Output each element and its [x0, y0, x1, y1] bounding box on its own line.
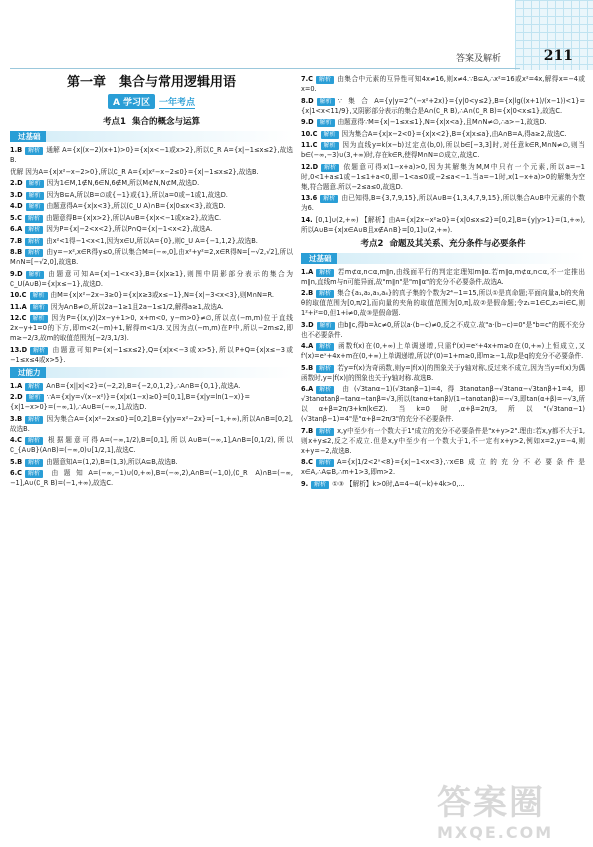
explanation-tag: 解析	[316, 343, 334, 351]
answer-text: 由题意得A={x|x<3},所以(∁_U A)∩B={x|0≤x<3},故选D.	[46, 202, 226, 210]
answer-text: x,y中至少有一个数大于1"成立的充分不必要条件是"x+y>2".理由:若x,y都不大于1,则x+y≤2,反之不成立.但是x,y中至少有一个数大于1,不一定有x+y>2,例如x=2,y=−4,则x+y=−2,故选B.	[301, 426, 585, 455]
answer-item	[10, 414, 293, 434]
answer-text: [0,1]∪(2,+∞) 【解析】由A={x|2x−x²≥0}={x|0≤x≤2}=[0,2],B={y|y>1}=(1,+∞),所以A∪B={x|x∈A∪B且x∉A∩B}=[0,1]∪(2,+∞).	[301, 215, 585, 234]
subsection-label: 过能力	[13, 367, 46, 378]
answer-text: ∵A={x|y=√(x−x²)}={x|x(1−x)≥0}=[0,1],B={x|y=ln(1−x)}={x|1−x>0}=(−∞,1),∴A∪B=(−∞,1],故选D.	[10, 393, 251, 411]
answer-item	[301, 457, 585, 477]
answer-text: 由M={x|x²−2x−3≥0}={x|x≥3或x≤−1},N={x|−3<x<3},则M∩N=R.	[50, 291, 274, 299]
answer-number: 3.D	[301, 320, 314, 329]
answer-number: 12.D	[301, 162, 319, 171]
answer-item	[10, 167, 293, 177]
subsection-bar	[301, 253, 585, 264]
answer-number: 11.A	[10, 302, 27, 311]
answer-list	[301, 267, 585, 489]
section-number: 考点1	[103, 117, 126, 127]
answer-item	[301, 215, 585, 235]
answer-number: 2.D	[10, 393, 23, 401]
explanation-tag: 解析	[25, 459, 43, 467]
answer-text: 因为P={(x,y)|2x−y+1>0, x+m<0, y−m>0}≠∅,所以点(−m,m)位于直线2x−y+1=0的下方,即m<2(−m)+1,解得m<1/3.又因为点(−m,m)在P中,所以−2m≤2,即m≥−2/3,故m的取值范围为[−2/3,1/3).	[10, 314, 293, 342]
chapter-title: 第一章 集合与常用逻辑用语	[66, 75, 236, 90]
answer-number: 4.A	[301, 342, 314, 350]
answer-item	[301, 140, 585, 160]
answer-text: 因为B⊆A,所以B=∅或{−1}或{1},所以a=0或−1或1,故选D.	[46, 190, 228, 199]
answer-text: 因为A∩B≠∅,所以2a−1≥1且2a−1≤1/2,解得a≥1,故选A.	[50, 302, 224, 311]
explanation-tag: 解析	[25, 249, 43, 257]
subsection-bar	[10, 131, 293, 142]
answer-item	[301, 96, 585, 116]
explanation-tag: 解析	[25, 215, 43, 223]
subsection-label: 过基础	[304, 253, 337, 264]
answer-number: 6.A	[10, 225, 23, 233]
answer-item	[301, 193, 585, 213]
answer-number: 7.B	[10, 236, 23, 245]
explanation-tag: 解析	[321, 131, 339, 139]
watermark	[437, 783, 587, 843]
section-heading	[10, 115, 293, 127]
answer-number: 6.A	[301, 385, 314, 393]
answer-number: 7.C	[301, 75, 313, 83]
subsection-bar	[10, 367, 293, 378]
answer-item	[10, 201, 293, 211]
zone-subtitle: 一年考点	[159, 95, 195, 109]
explanation-tag: 解析	[321, 142, 339, 150]
answer-item	[301, 129, 585, 139]
section-number: 考点2	[360, 238, 384, 249]
answer-number: 8.C	[301, 458, 313, 466]
answer-number: 9.D	[10, 269, 23, 278]
answer-text: 集合{a₁,a₂,a₃,a₄}的真子集的个数为2⁴−1=15,所以①是真命题;平面向量a,b的夹角θ的取值范围为[0,π/2],而向量的夹角的取值范围为[0,π],故②是假命题;令z₁=1∈C,z₂=i∈C,则1²+i²=0,但1+i≠0,故③是假命题.	[301, 289, 585, 317]
answer-number: 11.C	[301, 141, 318, 149]
explanation-tag: 解析	[317, 119, 335, 127]
answer-item	[10, 392, 293, 412]
answer-item	[301, 162, 585, 192]
answer-list	[10, 381, 293, 489]
header-rule	[10, 68, 520, 69]
answer-number: 5.B	[10, 457, 23, 466]
answer-item	[10, 247, 293, 267]
answer-text: ∵集合A={y|y=2^(−x²+2x)}={y|0<y≤2},B={x|lg((x+1)/(x−1))<1}={x|1<x<11/9},又阴影部分表示的集合是A∩(∁_R B),∴A∩(∁_R B)={x|0<x≤1},故选C.	[301, 96, 585, 115]
answer-number: 3.D	[10, 190, 23, 199]
answer-list	[10, 145, 293, 365]
answer-number: 10.C	[10, 291, 27, 299]
explanation-tag: 解析	[316, 459, 334, 467]
answer-text: 优解 因为A={x|x²−x−2>0},所以∁_R A={x|x²−x−2≤0}={x|−1≤x≤2},故选B.	[10, 167, 259, 176]
answer-text: 若m⊄α,n⊂α,m∥n,由线面平行的判定定理知m∥α.若m∥α,m⊄α,n⊂α,不一定推出m∥n,直线m与n可能异面,故"m∥n"是"m∥α"的充分不必要条件,故选A.	[301, 267, 585, 286]
explanation-tag: 解析	[26, 203, 44, 211]
answer-item	[10, 213, 293, 223]
explanation-tag: 解析	[25, 470, 43, 478]
answer-text: 因为集合A={x|x−2<0}={x|x<2},B={x|x≤a},由A∩B=A,得a≥2,故选C.	[341, 129, 567, 138]
section-heading	[301, 237, 585, 249]
answer-number: 2.D	[10, 179, 23, 187]
answer-text: 依题意可得x(1−x+a)>0,因为其解集为M,M中只有一个元素,所以a=−1时,0<1+a≤1或−1≤1+a<0,即−1<a≤0或−2≤a<−1.当a=−1时,x(1−x+a)>0的解集为空集,符合题意.所以−2≤a≤0,故选D.	[301, 162, 585, 191]
zone-tag: A 学习区	[108, 94, 155, 109]
answer-item	[10, 145, 293, 165]
answer-text: 由已知得,B={3,7,9,15},所以A∪B={1,3,4,7,9,15},所以集合A∪B中元素的个数为6.	[301, 194, 585, 212]
zone-banner	[10, 94, 293, 109]
answer-text: A={x|1/2<2ˣ<8}={x|−1<x<3},∵x∈B成立的充分不必要条件是x∈A,∴A⊊B,∴m+1>3,即m>2.	[301, 458, 585, 476]
answer-text: 由b∥c,得b=λc≠0,所以a·(b−c)≠0,反之不成立.故"a·(b−c)=0"是"b=c"的既不充分也不必要条件.	[301, 320, 585, 339]
answer-text: 由题意得∵M={x|−1≤x≤1},N={x|x<a},且M∩N≠∅,∴a>−1,故选D.	[337, 118, 547, 126]
answer-item	[301, 320, 585, 340]
answer-text: 由题意可知P={x|−1≤x≤2},Q={x|x<−3或x>5},所以P+Q={x|x≤−3或−1≤x≤4或x>5}.	[10, 345, 293, 364]
answer-text: 由y=−x²,x∈R得y≤0,所以集合M=(−∞,0],由x²+y²=2,x∈R得N=[−√2,√2],所以M∩N=[−√2,0],故选B.	[10, 248, 293, 266]
answer-item	[10, 236, 293, 246]
answer-number: 4.C	[10, 436, 22, 444]
explanation-tag: 解析	[25, 147, 43, 155]
explanation-tag: 解析	[25, 416, 43, 424]
answer-number: 6.C	[10, 469, 22, 477]
answer-item	[10, 313, 293, 343]
answer-text: A∩B={x||x|<2}=(−2,2),B={−2,0,1,2},∴A∩B={0,1},故选A.	[46, 381, 241, 390]
answer-number: 3.B	[10, 414, 23, 423]
answer-item	[301, 479, 585, 489]
explanation-tag: 解析	[26, 180, 44, 188]
answer-text: 由题知A=(−∞,−1)∪(0,+∞),B=(−∞,2),A∩B=(−1,0),(∁_R A)∩B=(−∞,−1],A∪(∁_R B)=(−1,+∞),故选C.	[10, 469, 293, 487]
explanation-tag: 解析	[30, 347, 48, 355]
answer-text: 由x²<1得−1<x<1,因为x∈U,所以A={0},则∁_U A={−1,1,2},故选B.	[46, 236, 258, 245]
answer-item	[10, 290, 293, 300]
explanation-tag: 解析	[316, 428, 334, 436]
explanation-tag: 解析	[26, 192, 44, 200]
answer-item	[10, 178, 293, 188]
watermark-text: 答案圈	[437, 783, 545, 823]
explanation-tag: 解析	[320, 195, 338, 203]
answer-item	[10, 435, 293, 455]
answer-item	[301, 267, 585, 287]
explanation-tag: 解析	[316, 269, 334, 277]
explanation-tag: 解析	[30, 304, 48, 312]
answer-item	[301, 341, 585, 361]
answer-item	[301, 288, 585, 318]
answer-item	[10, 457, 293, 467]
explanation-tag: 解析	[26, 394, 44, 402]
answer-number: 7.B	[301, 426, 314, 435]
answer-item	[301, 363, 585, 383]
answer-number: 1.A	[10, 381, 23, 390]
answer-item	[301, 426, 585, 456]
answer-text: 根据题意可得A=(−∞,1/2),B=[0,1],所以A∪B=(−∞,1],A∩B=[0,1/2),所以∁_{A∪B}(A∩B)=(−∞,0)∪[1/2,1],故选C.	[10, 436, 293, 454]
answer-text: 通解 A={x|(x−2)(x+1)>0}={x|x<−1或x>2},所以∁_R A={x|−1≤x≤2},故选B.	[10, 146, 293, 164]
answer-text: 因为直线y=k(x−b)过定点(b,0),所以b∈[−3,3]时,对任意k∈R,M∩N≠∅,则当b∈(−∞,−3)∪(3,+∞)时,存在k∈R,使得M∩N=∅成立,故选C.	[301, 141, 585, 159]
answer-number: 4.D	[10, 202, 23, 210]
header-label: 答案及解析	[455, 54, 501, 64]
answer-text: 因为P={x|−2<x<2},所以P∩Q={x|−1<x<2},故选A.	[46, 225, 213, 233]
answer-number: 10.C	[301, 129, 318, 138]
section-title: 命题及其关系、充分条件与必要条件	[389, 238, 526, 249]
answer-item	[10, 468, 293, 488]
answer-item	[301, 74, 585, 94]
explanation-tag: 解析	[25, 437, 43, 445]
answer-text: ①③ 【解析】k>0时,Δ=4−4(−k)+4k>0,...	[332, 479, 465, 488]
explanation-tag: 解析	[311, 481, 329, 489]
subsection-label: 过基础	[13, 131, 46, 142]
answer-text: 由题意得B={x|x>2},所以A∪B={x|x<−1或x≥2},故选C.	[45, 213, 222, 222]
right-column	[301, 74, 585, 490]
answer-number: 5.C	[10, 213, 22, 222]
explanation-tag: 解析	[25, 238, 43, 246]
explanation-tag: 解析	[316, 76, 334, 84]
answer-number: 9.	[301, 479, 309, 488]
answer-list	[301, 74, 585, 235]
answer-item	[10, 269, 293, 289]
explanation-tag: 解析	[25, 383, 43, 391]
answer-number: 8.B	[10, 248, 23, 256]
answer-item	[301, 117, 585, 127]
left-column	[10, 74, 293, 490]
answer-number: 9.D	[301, 118, 314, 126]
answer-number: 1.A	[301, 267, 314, 276]
answer-text: 由集合中元素的互异性可知4x≠16,则x≠4.∵B⊆A,∴x²=16或x²=4x,解得x=−4或x=0.	[301, 75, 585, 93]
answer-text: 因为1∈M,1∉N,6∈N,6∉M,所以M⊄N,N⊄M,故选D.	[46, 179, 200, 187]
answer-item	[10, 302, 293, 312]
explanation-tag: 解析	[317, 98, 335, 106]
answer-item	[10, 345, 293, 365]
answer-number: 12.C	[10, 314, 27, 322]
answer-number: 8.D	[301, 96, 314, 105]
explanation-tag: 解析	[316, 290, 334, 298]
section-title: 集合的概念与运算	[131, 117, 200, 127]
explanation-tag: 解析	[321, 164, 339, 172]
explanation-tag: 解析	[316, 365, 334, 373]
answer-number: 1.B	[10, 146, 23, 154]
watermark-url: MXQE.COM	[437, 823, 554, 842]
answer-text: 由题意知A=(1,2),B=(1,3),所以A⊆B,故选B.	[46, 457, 178, 466]
answer-number: 14.	[301, 215, 313, 224]
explanation-tag: 解析	[30, 292, 48, 300]
page-header	[0, 0, 593, 70]
answer-text: 因为集合A={x|x²−2x≤0}=[0,2],B={y|y=x²−2x}=[−1,+∞),所以A∩B=[0,2],故选B.	[10, 414, 293, 433]
answer-number: 13.D	[10, 345, 28, 354]
answer-item	[10, 224, 293, 234]
answer-text: 由题意可知A={x|−1<x<3},B={x|x≥1},则图中阴影部分表示的集合为∁_U(A∪B)={x|x≤−1},故选D.	[10, 269, 293, 288]
answer-number: 2.B	[301, 289, 314, 297]
explanation-tag: 解析	[317, 322, 335, 330]
answer-item	[10, 190, 293, 200]
answer-item	[10, 381, 293, 391]
answer-number: 13.6	[301, 194, 318, 202]
answer-text: 由(√3tanα−1)(√3tanβ−1)=4,得3tanαtanβ−√3tanα−√3tanβ+1=4,即√3tanαtanβ−tanα−tanβ=√3,所以(tanα+tanβ)/(1−tanαtanβ)=−√3,即tan(α+β)=−√3,所以α+β=2π/3+kπ(k∈Z).当k=0时,α+β=2π/3,所以"(√3tanα−1)(√3tanβ−1)=4"是"α+β=2π/3"的充分不必要条件.	[301, 385, 585, 423]
answer-item	[301, 384, 585, 424]
explanation-tag: 解析	[316, 386, 334, 394]
answer-number: 5.B	[301, 363, 314, 372]
page-number: 211	[543, 48, 573, 64]
explanation-tag: 解析	[25, 226, 43, 234]
answer-text: 函数f(x)在(0,+∞)上单调递增,只需f'(x)=eˣ+4x+m≥0在(0,+∞)上恒成立,又f'(x)=eˣ+4x+m在(0,+∞)上单调递增,所以f'(0)=1+m≥0,即m≥−1,故p是q的充分不必要条件.	[301, 342, 585, 360]
explanation-tag: 解析	[26, 271, 44, 279]
answer-text: 若y=f(x)为奇函数,则y=|f(x)|的图象关于y轴对称,反过来不成立,因为当y=f(x)为偶函数时,y=|f(x)|的图象也关于y轴对称.故选B.	[301, 363, 585, 382]
explanation-tag: 解析	[30, 315, 48, 323]
